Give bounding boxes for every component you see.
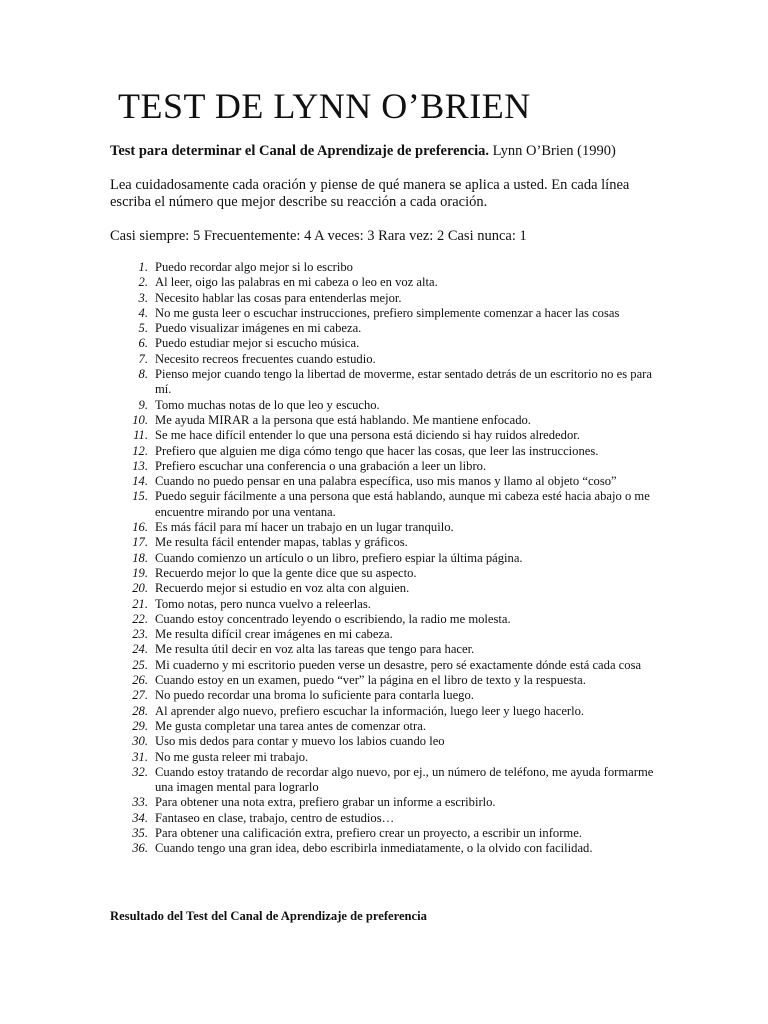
question-number: 3. [138, 290, 148, 305]
question-number: 22. [132, 611, 148, 626]
question-text: Puedo estudiar mejor si escucho música. [155, 336, 360, 351]
question-item [110, 642, 670, 657]
question-text: Cuando comienzo un artículo o un libro, prefiero espiar la última página. [155, 550, 523, 565]
question-item [110, 612, 670, 627]
question-item [110, 520, 670, 535]
question-number: 6. [138, 336, 148, 351]
page-title: TEST DE LYNN O’BRIEN [118, 86, 531, 126]
question-text: Puedo visualizar imágenes en mi cabeza. [155, 321, 362, 336]
rating-scale: Casi siempre: 5 Frecuentemente: 4 A veces: 3 Rara vez: 2 Casi nunca: 1 [110, 228, 527, 244]
question-text: Pienso mejor cuando tengo la libertad de moverme, estar sentado detrás de un escritorio no es para mí. [155, 367, 652, 397]
question-item [110, 367, 670, 398]
question-item [110, 275, 670, 290]
question-number: 31. [132, 749, 148, 764]
question-item [110, 581, 670, 596]
question-number: 4. [138, 305, 148, 320]
question-item [110, 673, 670, 688]
question-text: Al aprender algo nuevo, prefiero escuchar la información, luego leer y luego hacerlo. [155, 703, 585, 718]
question-text: Cuando estoy en un examen, puedo “ver” la página en el libro de texto y la respuesta. [155, 673, 586, 688]
question-text: Me resulta fácil entender mapas, tablas y gráficos. [155, 535, 408, 550]
question-number: 33. [132, 795, 148, 810]
question-text: Cuando no puedo pensar en una palabra específica, uso mis manos y llamo al objeto “coso” [155, 474, 617, 489]
question-number: 5. [138, 321, 148, 336]
question-item [110, 444, 670, 459]
question-number: 29. [132, 718, 148, 733]
question-text: No me gusta releer mi trabajo. [155, 749, 309, 764]
question-text: Recuerdo mejor lo que la gente dice que su aspecto. [155, 565, 417, 580]
question-number: 35. [132, 825, 148, 840]
question-text: Necesito hablar las cosas para entenderlas mejor. [155, 290, 402, 305]
question-number: 9. [138, 397, 148, 412]
question-item [110, 734, 670, 749]
question-text: Se me hace difícil entender lo que una persona está diciendo si hay ruidos alrededor. [155, 428, 580, 443]
question-text: Prefiero que alguien me diga cómo tengo que hacer las cosas, que leer las instrucciones. [155, 443, 599, 458]
question-text: Cuando tengo una gran idea, debo escribirla inmediatamente, o la olvido con facilidad. [155, 841, 593, 856]
question-text: Prefiero escuchar una conferencia o una grabación a leer un libro. [155, 458, 487, 473]
question-item [110, 474, 670, 489]
question-text: Cuando estoy tratando de recordar algo nuevo, por ej., un número de teléfono, me ayuda formarme una imagen mental para lograrlo [155, 764, 654, 795]
question-text: Me ayuda MIRAR a la persona que está hablando. Me mantiene enfocado. [155, 412, 531, 427]
question-item [110, 291, 670, 306]
question-text: Necesito recreos frecuentes cuando estudio. [155, 351, 376, 366]
question-number: 28. [132, 703, 148, 718]
question-number: 10. [132, 412, 148, 427]
question-text: Me resulta útil decir en voz alta las tareas que tengo para hacer. [155, 642, 475, 657]
subtitle-bold: Test para determinar el Canal de Aprendizaje de preferencia. [110, 143, 489, 159]
question-item [110, 704, 670, 719]
question-item [110, 306, 670, 321]
question-text: Me gusta completar una tarea antes de comenzar otra. [155, 718, 426, 733]
question-item [110, 688, 670, 703]
instructions-paragraph: Lea cuidadosamente cada oración y piense de qué manera se aplica a usted. En cada línea escriba el número que mejor describe su reacción a cada oración. [110, 177, 630, 210]
question-item [110, 795, 670, 810]
question-item [110, 765, 670, 796]
question-number: 13. [132, 458, 148, 473]
question-text: Mi cuaderno y mi escritorio pueden verse un desastre, pero sé exactamente dónde está cada cosa [155, 657, 642, 672]
question-number: 14. [132, 474, 148, 489]
question-number: 17. [132, 535, 148, 550]
question-item [110, 841, 670, 856]
question-item [110, 658, 670, 673]
question-item [110, 336, 670, 351]
question-item [110, 413, 670, 428]
question-item [110, 551, 670, 566]
question-number: 15. [132, 489, 148, 504]
question-text: Fantaseo en clase, trabajo, centro de estudios… [155, 810, 395, 825]
question-item [110, 566, 670, 581]
question-number: 21. [132, 596, 148, 611]
question-number: 1. [138, 260, 148, 274]
question-number: 25. [132, 657, 148, 672]
question-item [110, 597, 670, 612]
question-text: Recuerdo mejor si estudio en voz alta con alguien. [155, 581, 410, 596]
question-text: Puedo recordar algo mejor si lo escribo [155, 260, 353, 274]
question-text: Al leer, oigo las palabras en mi cabeza o leo en voz alta. [155, 275, 438, 290]
question-number: 18. [132, 550, 148, 565]
question-item [110, 321, 670, 336]
question-item [110, 428, 670, 443]
question-text: No me gusta leer o escuchar instrucciones, prefiero simplemente comenzar a hacer las cosas [155, 305, 620, 320]
question-item [110, 826, 670, 841]
question-number: 20. [132, 581, 148, 596]
result-heading: Resultado del Test del Canal de Aprendizaje de preferencia [110, 909, 427, 923]
question-text: Puedo seguir fácilmente a una persona que está hablando, aunque mi cabeza esté hacia abajo o me encuentre mirando por una ventana. [155, 489, 650, 519]
question-number: 16. [132, 520, 148, 535]
question-text: Cuando estoy concentrado leyendo o escribiendo, la radio me molesta. [155, 611, 511, 626]
question-number: 11. [133, 428, 148, 443]
question-text: Tomo muchas notas de lo que leo y escucho. [155, 397, 380, 412]
question-item [110, 489, 670, 520]
question-item [110, 811, 670, 826]
question-item [110, 352, 670, 367]
question-item [110, 260, 670, 275]
question-number: 30. [132, 734, 148, 749]
question-text: Tomo notas, pero nunca vuelvo a releerlas. [155, 596, 371, 611]
question-number: 8. [138, 367, 148, 382]
question-number: 34. [132, 810, 148, 825]
question-list [110, 260, 670, 857]
question-text: Para obtener una calificación extra, prefiero crear un proyecto, a escribir un informe. [155, 825, 582, 840]
question-item [110, 535, 670, 550]
question-item [110, 398, 670, 413]
question-number: 24. [132, 642, 148, 657]
question-number: 32. [132, 764, 148, 779]
question-item [110, 750, 670, 765]
question-text: No puedo recordar una broma lo suficiente para contarla luego. [155, 688, 474, 703]
question-number: 12. [132, 443, 148, 458]
question-text: Es más fácil para mí hacer un trabajo en un lugar tranquilo. [155, 520, 454, 535]
question-number: 2. [138, 275, 148, 290]
question-number: 36. [132, 841, 148, 856]
question-number: 19. [132, 565, 148, 580]
question-text: Uso mis dedos para contar y muevo los labios cuando leo [155, 734, 445, 749]
question-item [110, 459, 670, 474]
question-item [110, 719, 670, 734]
question-text: Para obtener una nota extra, prefiero grabar un informe a escribirlo. [155, 795, 496, 810]
subtitle-author: Lynn O’Brien (1990) [488, 143, 616, 159]
question-number: 26. [132, 673, 148, 688]
question-number: 7. [138, 351, 148, 366]
question-number: 27. [132, 688, 148, 703]
subtitle [110, 142, 616, 160]
question-text: Me resulta difícil crear imágenes en mi cabeza. [155, 627, 393, 642]
question-item [110, 627, 670, 642]
question-number: 23. [132, 627, 148, 642]
